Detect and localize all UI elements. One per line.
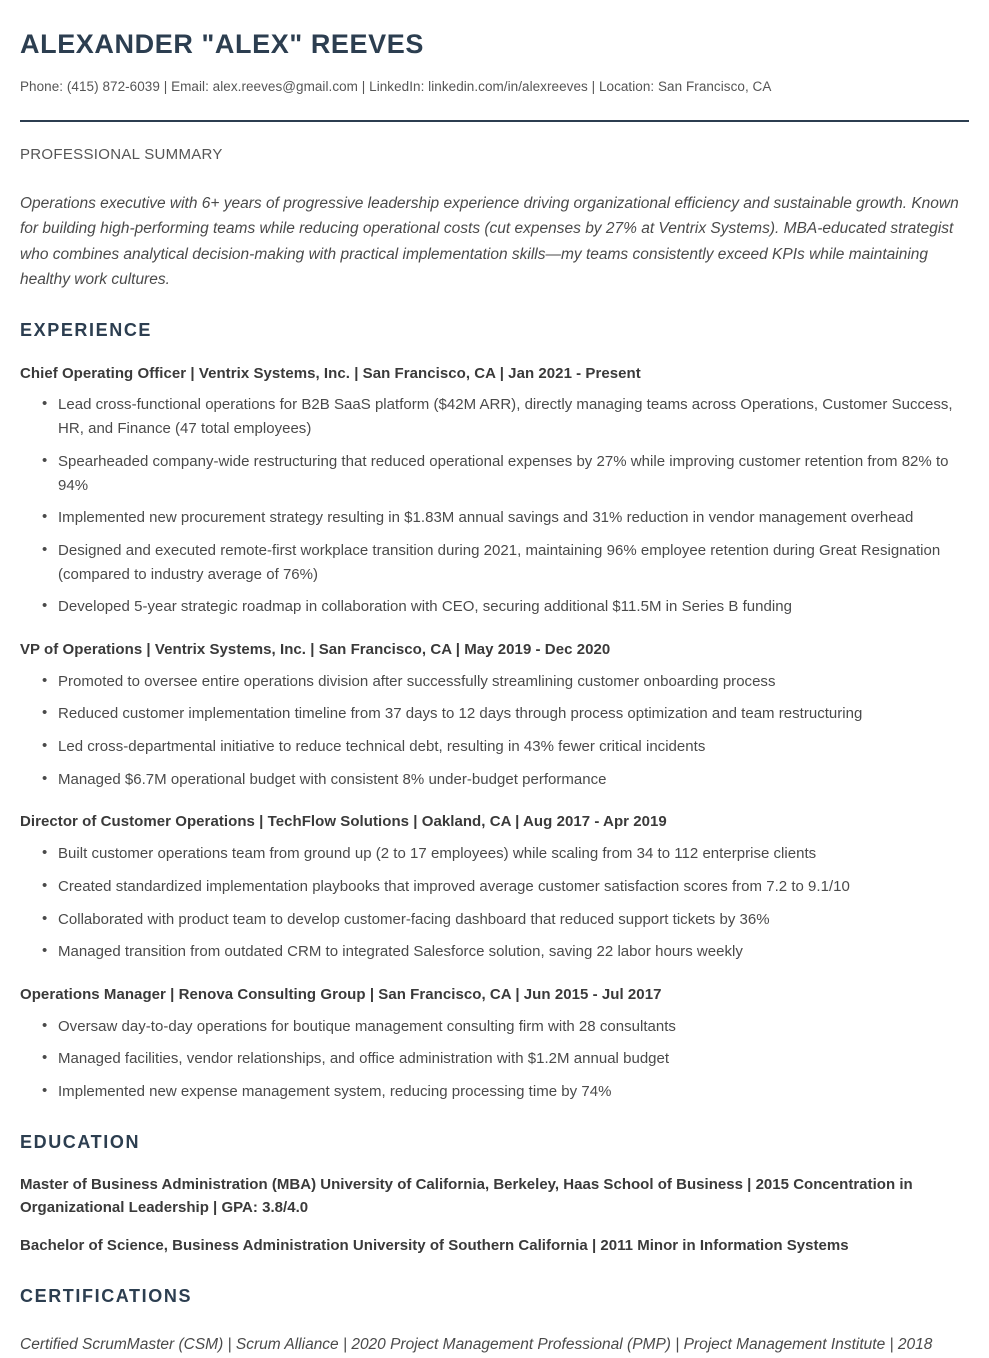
job-bullet: • Reduced customer implementation timeline from 37 days to 12 days through process optimization and team restructuring: [20, 702, 969, 726]
experience-entry: [20, 984, 969, 1104]
candidate-name: ALEXANDER "ALEX" REEVES: [20, 29, 424, 59]
experience-entry: [20, 639, 969, 792]
education-entry: Master of Business Administration (MBA) University of California, Berkeley, Haas School of Business | 2015 Concentration in Organizational Leadership | GPA: 3.8/4.0: [20, 1175, 913, 1217]
job-bullet: • Spearheaded company-wide restructuring that reduced operational expenses by 27% while improving customer retention from 82% to 94%: [20, 450, 969, 497]
section-heading-education: EDUCATION: [20, 1131, 141, 1152]
job-bullet: • Led cross-departmental initiative to reduce technical debt, resulting in 43% fewer critical incidents: [20, 735, 969, 759]
job-bullet: • Implemented new expense management system, reducing processing time by 74%: [20, 1080, 969, 1104]
header-divider: [20, 120, 969, 122]
job-title: Director of Customer Operations | TechFlow Solutions | Oakland, CA | Aug 2017 - Apr 2019: [20, 813, 667, 831]
job-bullet: • Managed transition from outdated CRM to integrated Salesforce solution, saving 22 labor hours weekly: [20, 940, 969, 964]
job-bullet-list: [20, 670, 969, 792]
job-bullet: • Managed facilities, vendor relationships, and office administration with $1.2M annual budget: [20, 1047, 969, 1071]
experience-entry: [20, 363, 969, 619]
job-bullet: • Lead cross-functional operations for B2B SaaS platform ($42M ARR), directly managing teams across Operations, Customer Success, HR, and Finance (47 total employees): [20, 393, 969, 440]
job-bullet: • Implemented new procurement strategy resulting in $1.83M annual savings and 31% reduction in vendor management overhead: [20, 506, 969, 530]
job-bullet: • Designed and executed remote-first workplace transition during 2021, maintaining 96% employee retention during Great Resignation (compared to industry average of 76%): [20, 539, 969, 586]
job-bullet: • Developed 5-year strategic roadmap in collaboration with CEO, securing additional $11.5M in Series B funding: [20, 595, 969, 619]
job-bullet-list: [20, 393, 969, 619]
job-title: Operations Manager | Renova Consulting Group | San Francisco, CA | Jun 2015 - Jul 2017: [20, 985, 662, 1003]
section-heading-certifications: CERTIFICATIONS: [20, 1285, 193, 1306]
contact-line: Phone: (415) 872-6039 | Email: alex.reeves@gmail.com | LinkedIn: linkedin.com/in/alexreeves | Location: San Francisco, CA: [20, 79, 772, 95]
job-title: VP of Operations | Ventrix Systems, Inc. | San Francisco, CA | May 2019 - Dec 2020: [20, 640, 611, 658]
professional-summary-text: Operations executive with 6+ years of progressive leadership experience driving organizational efficiency and sustainable growth. Known for building high-performing teams while reducing operational costs (cut expenses by 27% at Ventrix Systems). MBA-educated strategist who combines analytical decision-making with practical implementation skills—my teams consistently exceed KPIs while maintaining healthy work cultures.: [20, 195, 959, 288]
job-bullet-list: [20, 1015, 969, 1104]
job-bullet: • Promoted to oversee entire operations division after successfully streamlining customer onboarding process: [20, 670, 969, 694]
job-bullet: • Created standardized implementation playbooks that improved average customer satisfaction scores from 7.2 to 9.1/10: [20, 875, 969, 899]
experience-entry: [20, 811, 969, 964]
section-heading-experience: EXPERIENCE: [20, 319, 153, 340]
job-bullet-list: [20, 842, 969, 964]
section-heading-professional-summary: PROFESSIONAL SUMMARY: [20, 146, 223, 164]
job-bullet: • Collaborated with product team to develop customer-facing dashboard that reduced support tickets by 36%: [20, 908, 969, 932]
job-bullet: • Managed $6.7M operational budget with consistent 8% under-budget performance: [20, 768, 969, 792]
job-bullet: • Oversaw day-to-day operations for boutique management consulting firm with 28 consultants: [20, 1015, 969, 1039]
education-entry: Bachelor of Science, Business Administration University of Southern California | 2011 Minor in Information Systems: [20, 1237, 849, 1255]
certification-entry: Certified ScrumMaster (CSM) | Scrum Alliance | 2020 Project Management Professional (PMP) | Project Management Institute | 2018: [20, 1335, 933, 1353]
job-bullet: • Built customer operations team from ground up (2 to 17 employees) while scaling from 34 to 112 enterprise clients: [20, 842, 969, 866]
job-title: Chief Operating Officer | Ventrix Systems, Inc. | San Francisco, CA | Jan 2021 - Present: [20, 364, 641, 382]
